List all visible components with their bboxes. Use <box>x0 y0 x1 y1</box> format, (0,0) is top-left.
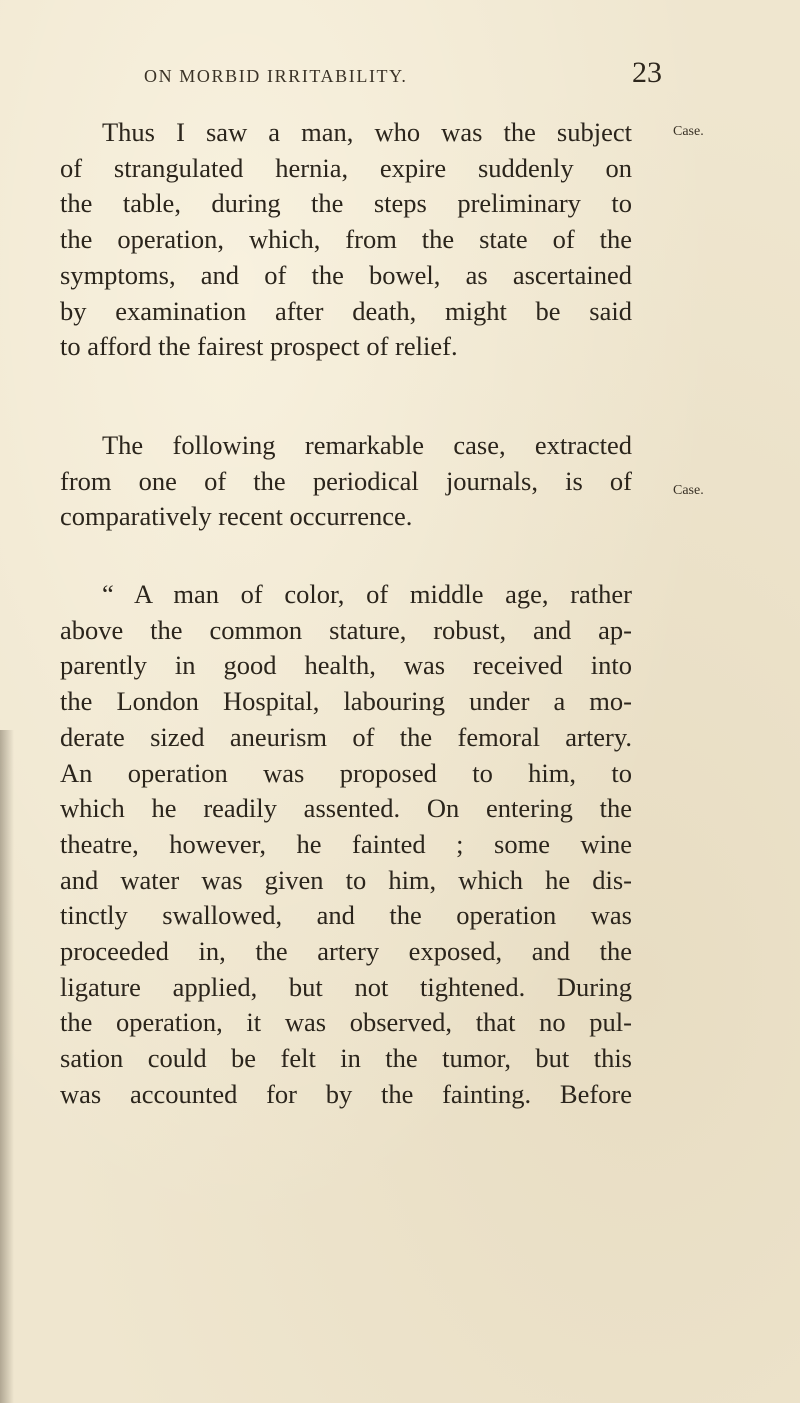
paragraph-3-line-12: ligature applied, but not tightened. During <box>60 971 632 1002</box>
paragraph-3-line-1: “ A man of color, of middle age, rather <box>102 579 632 609</box>
paragraph-3-line-8: theatre, however, he fainted ; some wine <box>60 828 632 859</box>
paragraph-3-line-4: the London Hospital, labouring under a mo- <box>60 686 632 717</box>
paragraph-3-line-10: tinctly swallowed, and the operation was <box>60 900 632 931</box>
paragraph-3-line-14: sation could be felt in the tumor, but this <box>60 1043 632 1074</box>
paragraph-3-line-5: derate sized aneurism of the femoral artery. <box>60 721 632 752</box>
paragraph-3-line-13: the operation, it was observed, that no pul- <box>60 1007 632 1038</box>
paragraph-3-line-11: proceeded in, the artery exposed, and the <box>60 936 632 967</box>
paragraph-1 <box>60 115 632 365</box>
paragraph-1-line-5: symptoms, and of the bowel, as ascertained <box>60 259 632 290</box>
paragraph-2-line-2: from one of the periodical journals, is of <box>60 465 632 496</box>
paragraph-3-line-2: above the common stature, robust, and ap- <box>60 614 632 645</box>
paragraph-3-line-6: An operation was proposed to him, to <box>60 757 632 788</box>
paragraph-3-line-9: and water was given to him, which he dis- <box>60 864 632 895</box>
paragraph-2-line-1: The following remarkable case, extracted <box>102 430 632 460</box>
page-number: 23 <box>632 56 662 89</box>
running-title: ON MORBID IRRITABILITY. <box>144 66 408 86</box>
paragraph-1-line-1: Thus I saw a man, who was the subject <box>102 117 632 147</box>
paragraph-3 <box>60 577 632 1113</box>
margin-note-case-1: Case. <box>673 124 704 139</box>
paragraph-1-line-4: the operation, which, from the state of the <box>60 224 632 255</box>
paragraph-1-line-7: to afford the fairest prospect of relief. <box>60 331 458 362</box>
margin-note-case-2: Case. <box>673 483 704 498</box>
paragraph-3-line-15: was accounted for by the fainting. Before <box>60 1078 632 1109</box>
paragraph-3-line-3: parently in good health, was received into <box>60 650 632 681</box>
paragraph-1-line-6: by examination after death, might be said <box>60 295 632 326</box>
paragraph-1-line-2: of strangulated hernia, expire suddenly on <box>60 152 632 183</box>
paragraph-1-line-3: the table, during the steps preliminary to <box>60 188 632 219</box>
paragraph-2-line-3: comparatively recent occurrence. <box>60 501 413 532</box>
binding-shadow <box>0 730 14 1403</box>
paragraph-3-line-7: which he readily assented. On entering the <box>60 793 632 824</box>
paragraph-2 <box>60 428 632 535</box>
